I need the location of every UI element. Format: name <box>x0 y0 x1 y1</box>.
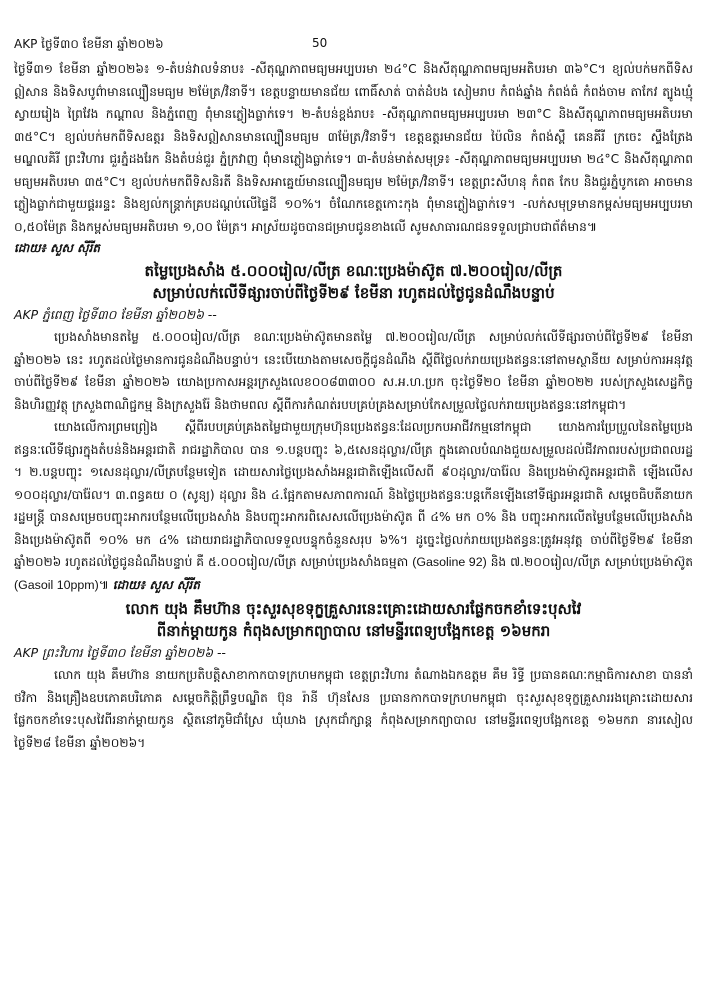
weather-article-body: ថ្ងៃទី៣១ ខែមីនា ឆ្នាំ២០២៦៖ ១-តំបន់វាលទំនាប៖ -សីតុណ្ហភាពមធ្យមអប្បបរមា ២៤°C និងសីតុណ្ហភាពមធ្យមអតិបរមា ៣៦°C។ ខ្យល់បក់មកពីទិសឦសាន និងទិសបូព៌ាមានល្បឿនមធ្យម ២ម៉ែត្រ/វិនាទី។ ខេត្តបន្ទាយមានជ័យ ពោធិ៍សាត់ បាត់ដំបង សៀមរាប កំពង់ឆ្នាំង កំពង់ធំ កំពង់ចាម តាកែវ ត្បូងឃ្មុំ ស្វាយរៀង ព្រៃវែង កណ្តាល និងភ្នំពេញ ពុំមានភ្លៀងធ្លាក់ទេ។ ២-តំបន់ខ្ពង់រាប៖ -សីតុណ្ហភាពមធ្យមអប្បបរមា ២៣°C និងសីតុណ្ហភាពមធ្យមអតិបរមា ៣៥°C។ ខ្យល់បក់មកពីទិសឧត្តរ និងទិសឦសានមានល្បឿនមធ្យម ៣ម៉ែត្រ/វិនាទី។ ខេត្តឧត្តរមានជ័យ ប៉ៃលិន កំពង់ស្ពឺ គេនគីរី ក្រចេះ ស្ទឹងត្រែង មណ្ឌលគិរី ព្រះវិហារ ជួរភ្នំដងរែក និងតំបន់ជួរ ភ្នំក្រវាញ ពុំមានភ្លៀងធ្លាក់ទេ។ ៣-តំបន់មាត់សមុទ្រ៖ -សីតុណ្ហភាពមធ្យមអប្បបរមា ២៤°C និងសីតុណ្ហភាពមធ្យមអតិបរមា ៣៥°C។ ខ្យល់បក់មកពីទិសនិរតី និងទិសអាគ្នេយ៍មានល្បឿនមធ្យម ២ម៉ែត្រ/វិនាទី។ ខេត្តព្រះសីហនុ កំពត កែប និងជួរភ្នំបូកគោ អាចមានភ្លៀងធ្លាក់ជាមួយផ្គររន្ទះ និងខ្យល់កន្ត្រាក់គ្របដណ្តប់លើផ្ទៃដី ១០%។ ចំណែកខេត្តកោះកុង ពុំមានភ្លៀងធ្លាក់ទេ។ -លក់សមុទ្រមានកម្ពស់មធ្យមអប្បបរមា ០,៥០ម៉ែត្រ និងកម្ពស់មធ្យមអតិបរមា ១,០០ ម៉ែត្រ។ អាស្រ័យដូចបានជម្រាបជូនខាងលើ សូមសាធារណជនទទួលជ្រាបជាព័ត៌មាន៕ <box>14 62 693 234</box>
redcross-article-paragraph-1: លោក យុង គឹមហ៊ាន នាយកប្រតិបត្តិសាខាកាកបាទក្រហមកម្ពុជា ខេត្តព្រះវិហារ តំណាងឯកឧត្តម គឹម រិទ្ធី ប្រធានគណៈកម្មាធិការសាខា បាននាំថវិកា និងគ្រឿងឧបភោគបរិភោគ សម្តេចកិត្តិព្រឹទ្ធបណ្ឌិត ប៊ុន រ៉ានី ហ៊ុនសែន ប្រធានកាកបាទក្រហមកម្ពុជា ចុះសួរសុខទុក្ខគ្រួសាររងគ្រោះដោយសារផ្លែកចកខាំទេះបុសវៃពីរនាក់ម្តាយកូន ស្ថិតនៅភូមិជាំស្រែ ឃុំឃាង ស្រុកជាំក្សាន្ត កំពុងសម្រាកព្យាបាល នៅមន្ទីរពេទ្យបង្អែកខេត្ត ១៦មករា នារសៀលថ្ងៃទី២៨ ខែមីនា ឆ្នាំ២០២៦។ <box>14 668 693 750</box>
redcross-headline-line1: លោក យុង គឹមហ៊ាន ចុះសួរសុខទុក្ខគ្រួសារនេះគ្រោះដោយសារផ្លែកចកខាំទេះបុសវៃ <box>125 600 582 618</box>
redcross-article-dateline: AKP ព្រះវិហារ ថ្ងៃទី៣០ ខែមីនា ឆ្នាំ២០២៦ -- <box>14 645 226 660</box>
gasoil-label: (Gasoil 10ppm) <box>14 577 99 592</box>
page-content <box>14 58 693 754</box>
fuel-article-headline <box>14 260 693 304</box>
redcross-article-headline <box>14 598 693 642</box>
redcross-headline-line2: ពីនាក់ម្តាយកូន កំពុងសម្រាកព្យាបាល នៅមន្ទីរពេទ្យបង្អែកខេត្ត ១៦មករា <box>156 622 551 640</box>
fuel-para2-text: យោងលើការព្រមព្រៀង ស្តីពីរបបគ្រប់គ្រងតម្លៃជាមួយក្រុមហ៊ុនប្រេងឥន្ធនៈដែលប្រកបអាជីវកម្មនៅកម្ពុជា យោងការប្រែប្រួលនៃតម្លៃប្រេងឥន្ធនៈលើទីផ្សារក្នុងតំបន់និងអន្តរជាតិ រាជរដ្ឋាភិបាល បាន ១.បន្តបញ្ចុះ ៦,៥សេនដុល្លារ/លីត្រ ក្នុងគោលបំណងជួយសម្រួលដល់ជីវភាពរបស់ប្រជាពលរដ្ឋ ។ ២.បន្តបញ្ចុះ ១សេនដុល្លារ/លីត្របន្ថែមទៀត ដោយសារថ្លៃប្រេងសាំងអន្តរជាតិឡើងលើសពី ៩០ដុល្លារ/បារ៉ែល និងប្រេងម៉ាស៊ូតអន្តរជាតិ ឡើងលើស ១០០ដុល្លារ/បារ៉ែល។ ៣.ពន្ធគយ ០ (សូន្យ) ដុល្លារ និង ៤.ផ្អែកតាមសភាពការណ៍ និងថ្លៃប្រេងឥន្ធនៈបន្តកើនឡើងនៅទីផ្សារអន្តរជាតិ សម្តេចធិបតីនាយករដ្ឋមន្ត្រី បានសម្រេចបញ្ចុះអាករបន្ថែមលើប្រេងសាំង និងបញ្ចុះអាករពិសេសលើប្រេងម៉ាស៊ូត ពី ៤% មក ០% និង បញ្ចុះអាករលើតម្លៃបន្ថែមលើប្រេងសាំង និងប្រេងម៉ាស៊ូតពី ១០% មក ៤% ដោយរាជរដ្ឋាភិបាលទទួលបន្ទុកចំនួនសរុប ៦%។ ដូច្នេះថ្លៃលក់រាយប្រេងឥន្ធនៈត្រូវអនុវត្ត ចាប់ពីថ្ងៃទី២៩ ខែមីនា ឆ្នាំ២០២៦ រហូតដល់ថ្ងៃជូនដំណឹងបន្ទាប់ គឺ ៥.០០០រៀល/លីត្រ សម្រាប់ប្រេងសាំងធម្មតា <box>14 420 693 569</box>
fuel-article-paragraph-2 <box>14 416 693 596</box>
weather-article-byline: ដោយ៖ សួស ស៊ីរីត <box>14 241 100 255</box>
gasoline-label: (Gasoline 92) <box>412 555 487 569</box>
page-number: 50 <box>312 36 328 50</box>
fuel-article-paragraph-1: ប្រេងសាំងមានតម្លៃ ៥.០០០រៀល/លីត្រ ខណៈប្រេងម៉ាស៊ូតមានតម្លៃ ៧.២០០រៀល/លីត្រ សម្រាប់លក់លើទីផ្សារចាប់ពីថ្ងៃទី២៩ ខែមីនា ឆ្នាំ២០២៦ នេះ រហូតដល់ថ្ងៃមានការជូនដំណឹងបន្ទាប់។ នេះបើយោងតាមសេចក្តីជូនដំណឹង ស្តីពីថ្លៃលក់រាយប្រេងឥន្ធនៈនៅតាមស្ថានីយ សម្រាប់ការអនុវត្តចាប់ពីថ្ងៃទី២៩ ខែមីនា ឆ្នាំ២០២៦ យោងប្រកាសអន្តរក្រសួងលេខ០០៨៣៣០០ ស.អ.ហ.ប្រក ចុះថ្ងៃទី២០ ខែមីនា ឆ្នាំ២០២២ របស់ក្រសួងសេដ្ឋកិច្ច និងហិរញ្ញវត្ថុ ក្រសួងពាណិជ្ជកម្ម និងក្រសួងរ៉ែ និងថាមពល ស្តីពីការកំណត់របបគ្រប់គ្រងសម្រាប់កែសម្រួលថ្លៃលក់រាយប្រេងឥន្ធនៈនៅកម្ពុជា។ <box>14 330 693 412</box>
fuel-para2-mid: និង ៧.២០០រៀល/លីត្រ សម្រាប់ប្រេងម៉ាស៊ូត <box>486 555 693 569</box>
fuel-article-dateline: AKP ភ្នំពេញ ថ្ងៃទី៣០ ខែមីនា ឆ្នាំ២០២៦ -- <box>14 307 217 322</box>
fuel-article-byline: ដោយ៖ សួស ស៊ីរីត <box>112 577 201 592</box>
page-header <box>14 36 693 54</box>
fuel-headline-line1: តម្លៃប្រេងសាំង ៥.០០០រៀល/លីត្រ ខណៈប្រេងម៉ាស៊ូត ៧.២០០រៀល/លីត្រ <box>144 262 563 280</box>
fuel-para2-end: ៕ <box>98 577 109 592</box>
fuel-headline-line2: សម្រាប់លក់លើទីផ្សារចាប់ពីថ្ងៃទី២៩ ខែមីនា រហូតដល់ថ្ងៃជូនដំណឹងបន្ទាប់ <box>152 284 555 302</box>
header-date: AKP ថ្ងៃទី៣០ ខែមីនា ឆ្នាំ២០២៦ <box>14 37 164 51</box>
